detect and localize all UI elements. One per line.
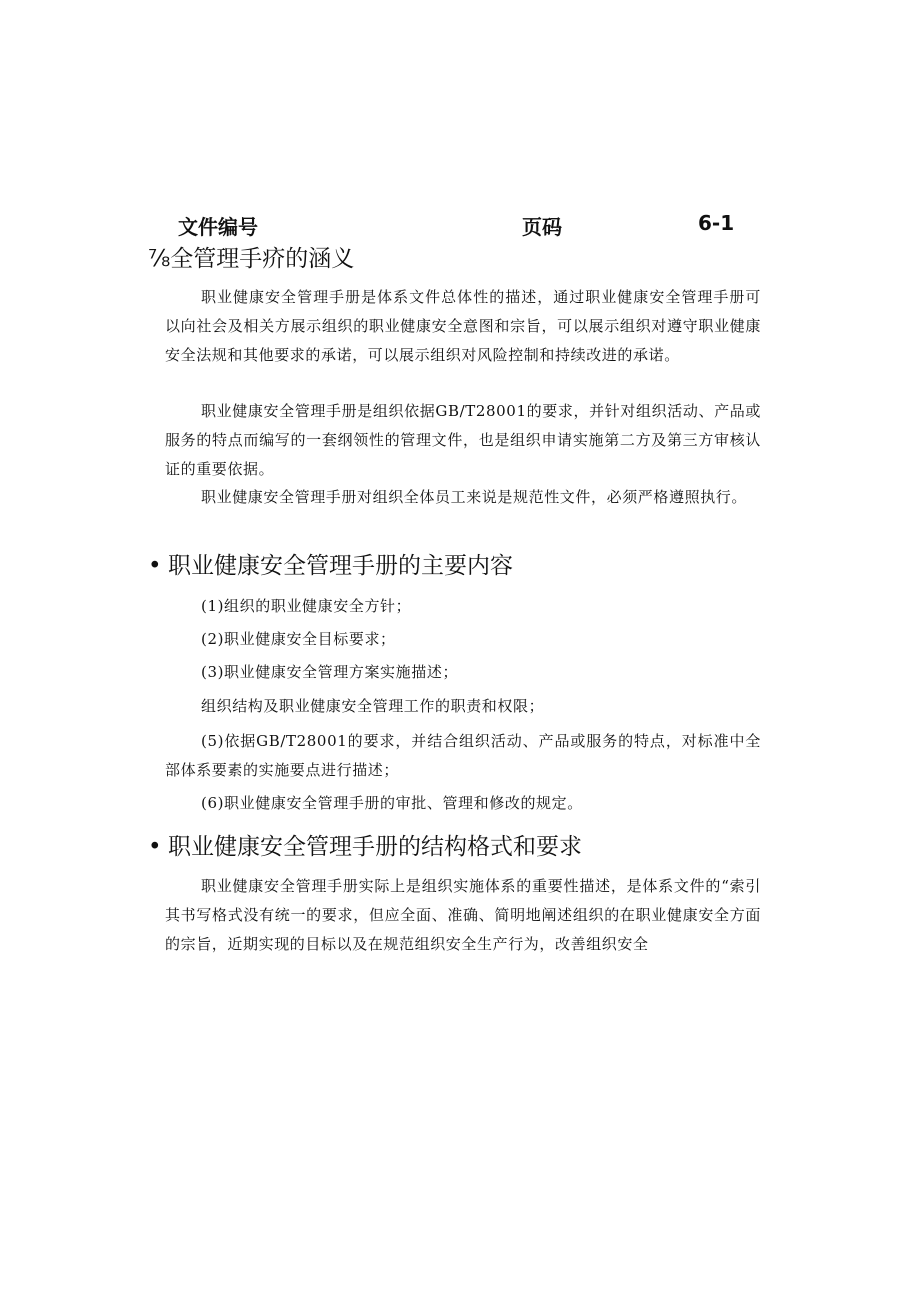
section-title-meaning (148, 240, 354, 273)
list-item: (2)职业健康安全目标要求； (201, 630, 396, 648)
section-title-text: ⅞全管理手疥的涵义 (148, 246, 355, 272)
list-item: (5)依据GB/T28001的要求，并结合组织活动、产品或服务的特点，对标准中全部体系要素的实施要点进行描述； (165, 732, 761, 779)
section-title-main-contents (148, 547, 513, 580)
paragraph: 职业健康安全管理手册实际上是组织实施体系的重要性描述，是体系文件的“索引其书写格式没有统一的要求，但应全面、准确、简明地阐述组织的在职业健康安全方面的宗旨，近期实现的目标以及在规范组织安全生产行为，改善组织安全 (165, 877, 761, 953)
bullet-icon: • (148, 834, 162, 860)
paragraph: 职业健康安全管理手册是组织依据GB/T28001的要求，并针对组织活动、产品或服务的特点而编写的一套纲领性的管理文件，也是组织申请实施第二方及第三方审核认证的重要依据。 (165, 402, 761, 478)
list-item: 组织结构及职业健康安全管理工作的职责和权限； (201, 697, 545, 715)
section-title-text: 职业健康安全管理手册的主要内容 (168, 553, 513, 579)
list-item: (1)组织的职业健康安全方针； (201, 597, 412, 615)
page-label: 页码 (522, 215, 562, 239)
list-item: (6)职业健康安全管理手册的审批、管理和修改的规定。 (201, 794, 583, 812)
section-title-text: 职业健康安全管理手册的结构格式和要求 (168, 834, 582, 860)
paragraph: 职业健康安全管理手册对组织全体员工来说是规范性文件，必须严格遵照执行。 (201, 488, 748, 506)
bullet-icon: • (148, 553, 162, 579)
page-value: 6-1 (698, 211, 735, 235)
document-header (0, 207, 920, 241)
list-item: (3)职业健康安全管理方案实施描述； (201, 663, 459, 681)
doc-number-label: 文件编号 (178, 215, 258, 239)
paragraph: 职业健康安全管理手册是体系文件总体性的描述，通过职业健康安全管理手册可以向社会及相关方展示组织的职业健康安全意图和宗旨，可以展示组织对遵守职业健康安全法规和其他要求的承诺，可以展示组织对风险控制和持续改进的承诺。 (165, 288, 761, 364)
section-title-structure (148, 828, 582, 861)
